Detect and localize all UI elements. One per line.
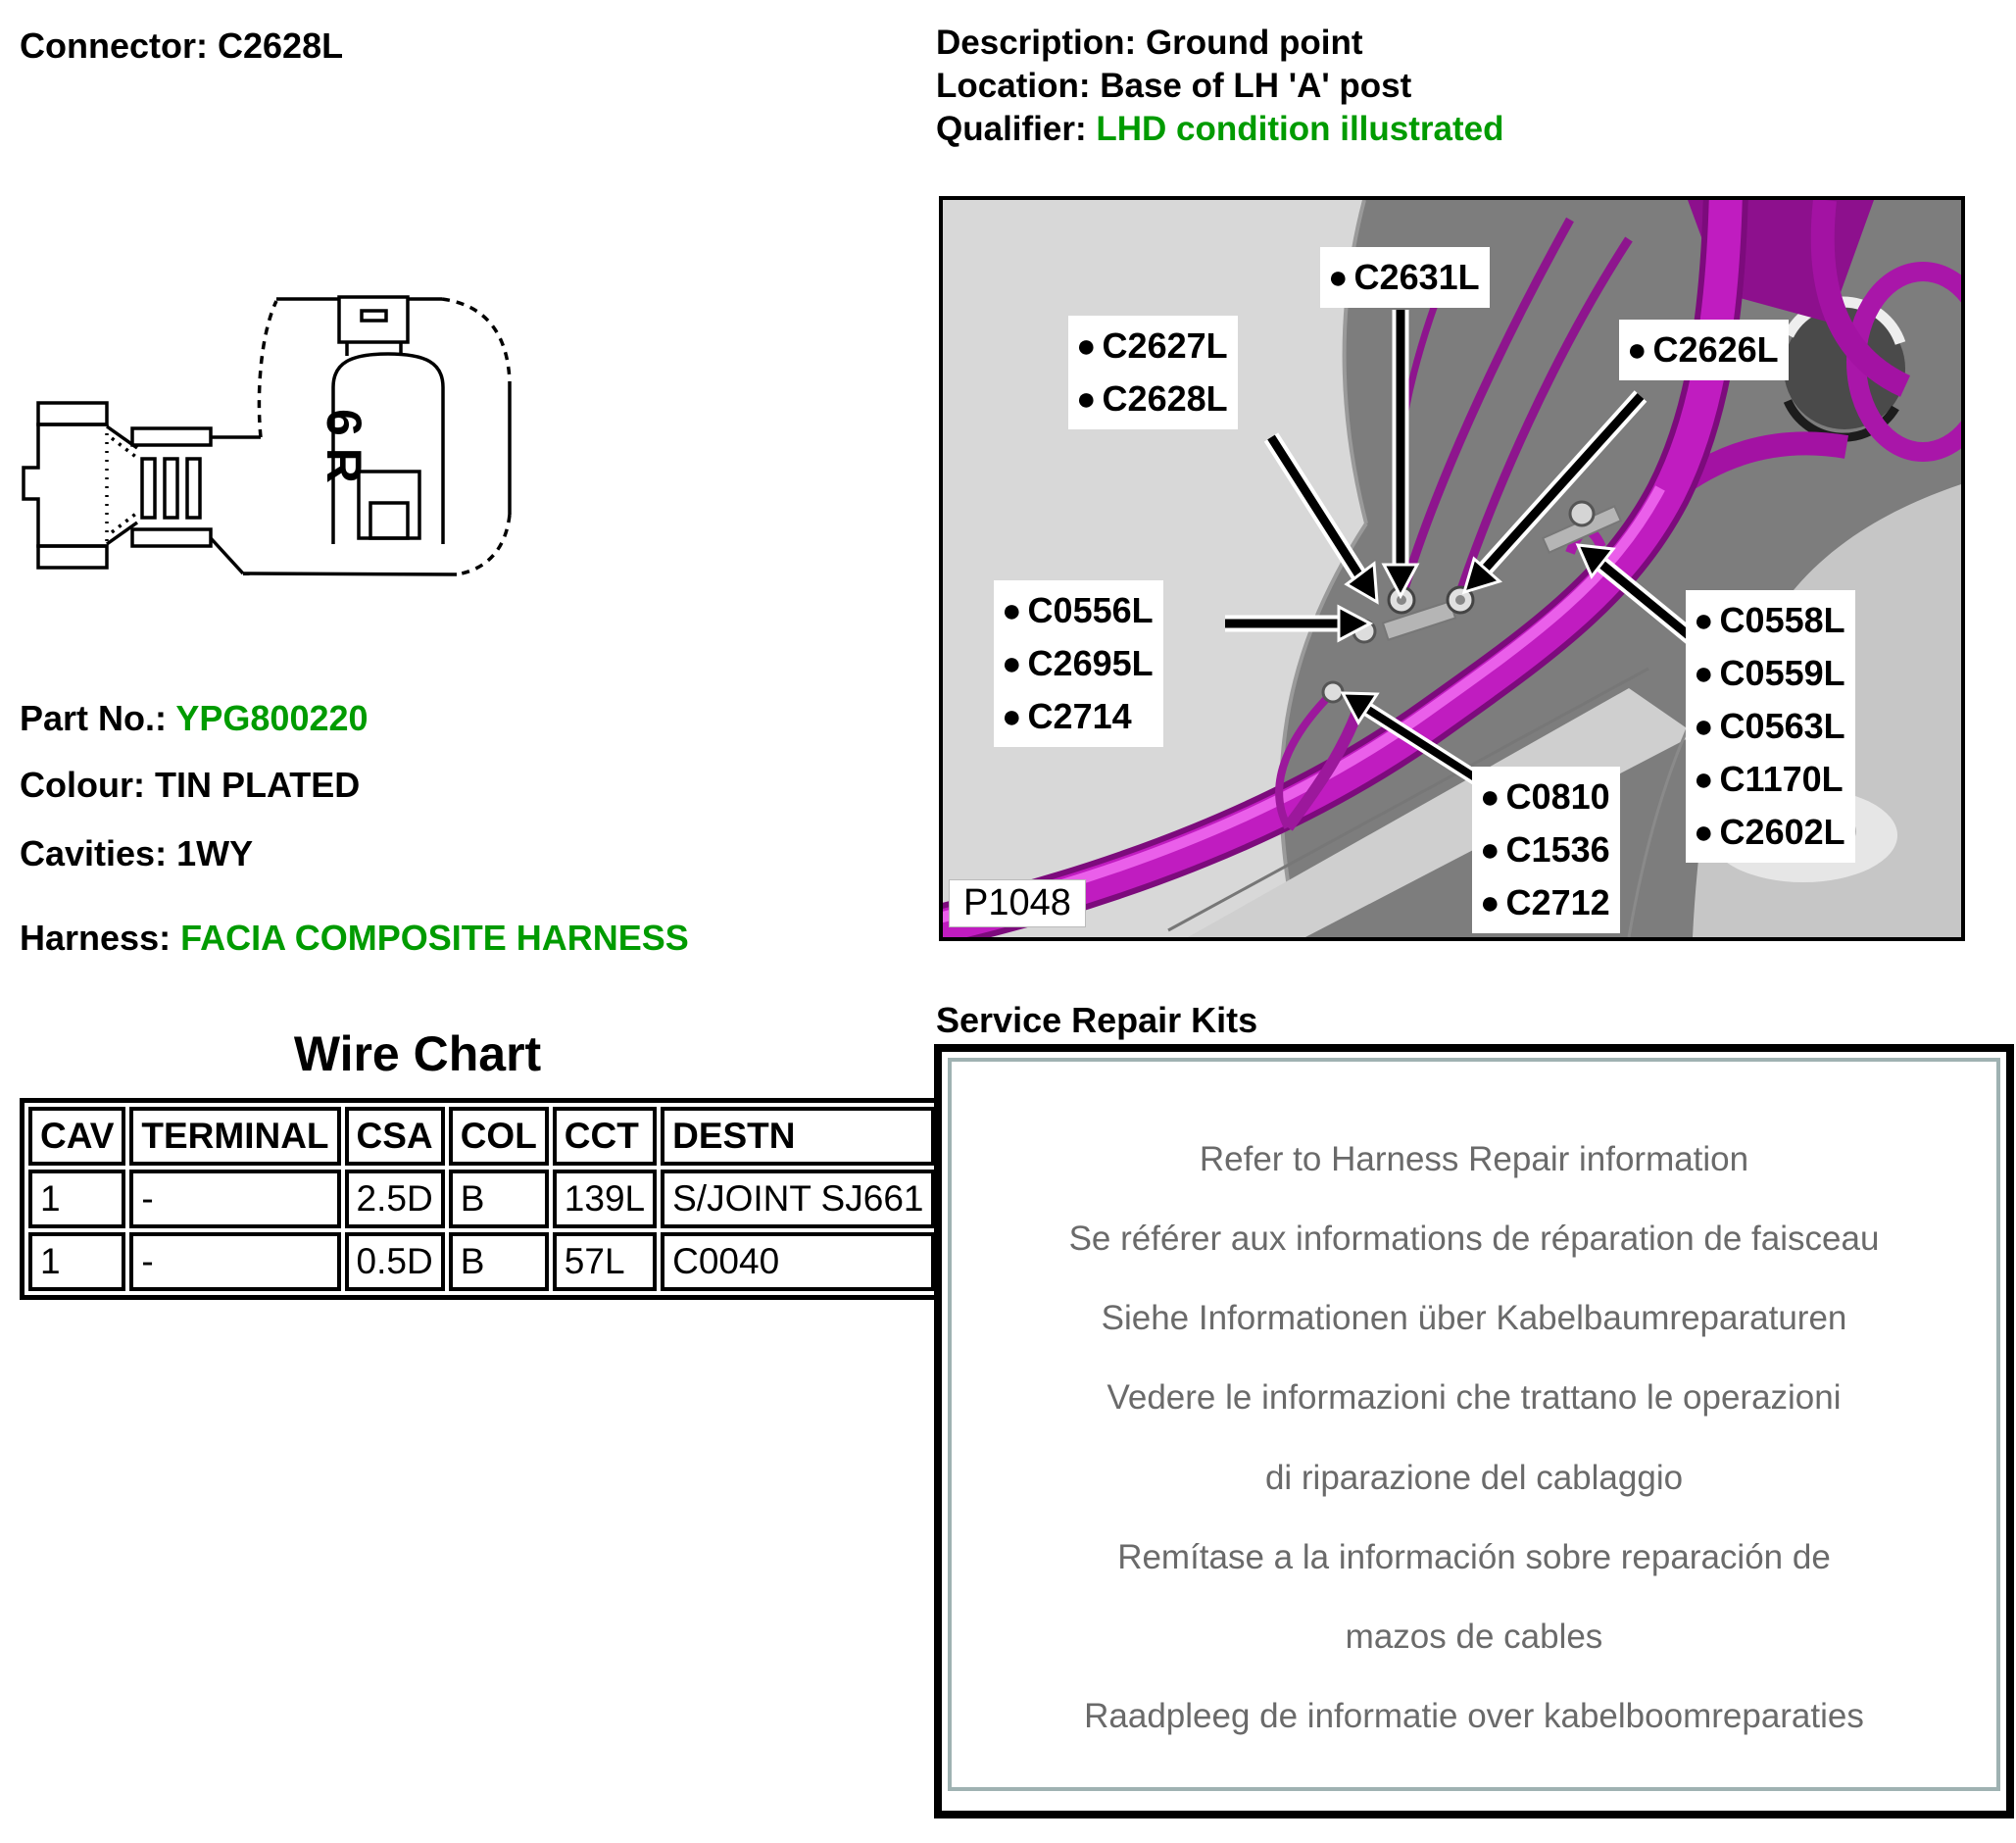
- callout-line: ● C0559L: [1694, 653, 1845, 693]
- bullet-icon: ●: [1694, 602, 1714, 639]
- service-repair-kits-inner: [948, 1058, 2000, 1791]
- callout-line: ● C0563L: [1694, 706, 1845, 746]
- wire-chart-table: [20, 1098, 944, 1300]
- bullet-icon: ●: [1480, 778, 1500, 816]
- bullet-icon: ●: [1328, 259, 1349, 296]
- repair-info-line-es-2: mazos de cables: [1345, 1617, 1603, 1656]
- repair-info-line-en: Refer to Harness Repair information: [1199, 1140, 1749, 1178]
- callout-c0810-group: [1472, 767, 1620, 933]
- table-cell: -: [129, 1170, 340, 1228]
- callout-line: ● C1536: [1480, 829, 1610, 870]
- location-line: [936, 67, 1411, 106]
- colour-line: [20, 765, 360, 806]
- table-cell: 1: [28, 1170, 125, 1228]
- qualifier-label: Qualifier:: [936, 110, 1087, 148]
- bullet-icon: ●: [1694, 814, 1714, 851]
- bullet-icon: ●: [1076, 327, 1097, 365]
- table-cell: 57L: [553, 1232, 657, 1291]
- callout-line: ● C0558L: [1694, 600, 1845, 640]
- repair-info-line-it-1: Vedere le informazioni che trattano le operazioni: [1106, 1378, 1842, 1418]
- callout-line: ● C2627L: [1076, 325, 1228, 366]
- callout-line: ● C2626L: [1627, 329, 1779, 370]
- callout-line: ● C1170L: [1694, 759, 1844, 799]
- callout-c0556l-group: [994, 580, 1163, 747]
- repair-info-line-es-1: Remítase a la información sobre reparación de: [1117, 1537, 1831, 1576]
- colour-value: TIN PLATED: [154, 765, 361, 805]
- part-no-value: YPG800220: [175, 698, 369, 738]
- bullet-icon: ●: [1002, 698, 1022, 735]
- location-label: Location:: [936, 67, 1091, 105]
- callout-line: ● C0556L: [1002, 590, 1154, 630]
- bullet-icon: ●: [1694, 708, 1714, 745]
- description-line: [936, 24, 1363, 63]
- wire-chart-header-row: [28, 1107, 935, 1166]
- location-photo: [939, 196, 1965, 941]
- bullet-icon: ●: [1694, 761, 1714, 798]
- connector-marking-text: 6R: [317, 409, 371, 495]
- description-label: Description:: [936, 24, 1137, 62]
- table-cell: S/JOINT SJ661: [661, 1170, 935, 1228]
- col-header-cav: CAV: [28, 1107, 125, 1166]
- qualifier-line: [936, 110, 1503, 149]
- bullet-icon: ●: [1480, 831, 1500, 869]
- callout-line: ● C2712: [1480, 882, 1610, 922]
- bullet-icon: ●: [1076, 380, 1097, 418]
- table-cell: 139L: [553, 1170, 657, 1228]
- qualifier-value: LHD condition illustrated: [1096, 110, 1504, 148]
- description-value: Ground point: [1145, 24, 1363, 62]
- table-cell: 1: [28, 1232, 125, 1291]
- repair-info-line-it-2: di riparazione del cablaggio: [1264, 1458, 1684, 1497]
- colour-label: Colour:: [20, 765, 145, 805]
- harness-line: [20, 918, 689, 959]
- table-row: [28, 1232, 935, 1291]
- callout-line: ● C0810: [1480, 776, 1610, 817]
- wire-chart-title: Wire Chart: [293, 1026, 542, 1081]
- table-cell: 0.5D: [345, 1232, 445, 1291]
- repair-info-line-fr: Se référer aux informations de réparation de faisceau: [1068, 1220, 1880, 1259]
- repair-info-line-de: Siehe Informationen über Kabelbaumreparaturen: [1101, 1299, 1847, 1338]
- cavities-value: 1WY: [176, 833, 254, 873]
- callout-c0558l-group: [1686, 590, 1855, 863]
- callout-line: ● C2631L: [1328, 257, 1480, 297]
- callout-c2626l: [1619, 320, 1789, 380]
- connector-line-drawing: [18, 279, 527, 593]
- figure-id-badge: P1048: [949, 879, 1086, 927]
- bullet-icon: ●: [1627, 331, 1647, 369]
- connector-heading: [20, 25, 343, 67]
- col-header-destn: DESTN: [661, 1107, 935, 1166]
- bullet-icon: ●: [1002, 592, 1022, 629]
- bullet-icon: ●: [1002, 645, 1022, 682]
- location-value: Base of LH 'A' post: [1100, 67, 1412, 105]
- table-cell: B: [449, 1232, 549, 1291]
- table-cell: -: [129, 1232, 340, 1291]
- bullet-icon: ●: [1694, 655, 1714, 692]
- part-no-label: Part No.:: [20, 698, 168, 738]
- connector-value: C2628L: [218, 25, 344, 66]
- table-row: [28, 1170, 935, 1228]
- table-cell: B: [449, 1170, 549, 1228]
- callout-c2627l-c2628l: [1068, 316, 1238, 429]
- part-no-line: [20, 698, 369, 739]
- cavities-line: [20, 833, 253, 874]
- repair-info-line-nl: Raadpleeg de informatie over kabelboomreparaties: [1084, 1696, 1864, 1735]
- connector-label: Connector:: [20, 25, 208, 66]
- bullet-icon: ●: [1480, 884, 1500, 922]
- col-header-terminal: TERMINAL: [129, 1107, 340, 1166]
- callout-line: ● C2695L: [1002, 643, 1154, 683]
- callout-line: ● C2714: [1002, 696, 1132, 736]
- service-repair-kits-heading: Service Repair Kits: [936, 1000, 1258, 1040]
- col-header-csa: CSA: [345, 1107, 445, 1166]
- cavities-label: Cavities:: [20, 833, 168, 873]
- service-repair-kits-box: [934, 1044, 2014, 1818]
- table-cell: C0040: [661, 1232, 935, 1291]
- table-cell: 2.5D: [345, 1170, 445, 1228]
- col-header-cct: CCT: [553, 1107, 657, 1166]
- harness-value: FACIA COMPOSITE HARNESS: [180, 918, 689, 958]
- callout-line: ● C2628L: [1076, 378, 1228, 419]
- harness-label: Harness:: [20, 918, 172, 958]
- callout-c2631l: [1320, 247, 1490, 308]
- col-header-col: COL: [449, 1107, 549, 1166]
- callout-line: ● C2602L: [1694, 812, 1845, 852]
